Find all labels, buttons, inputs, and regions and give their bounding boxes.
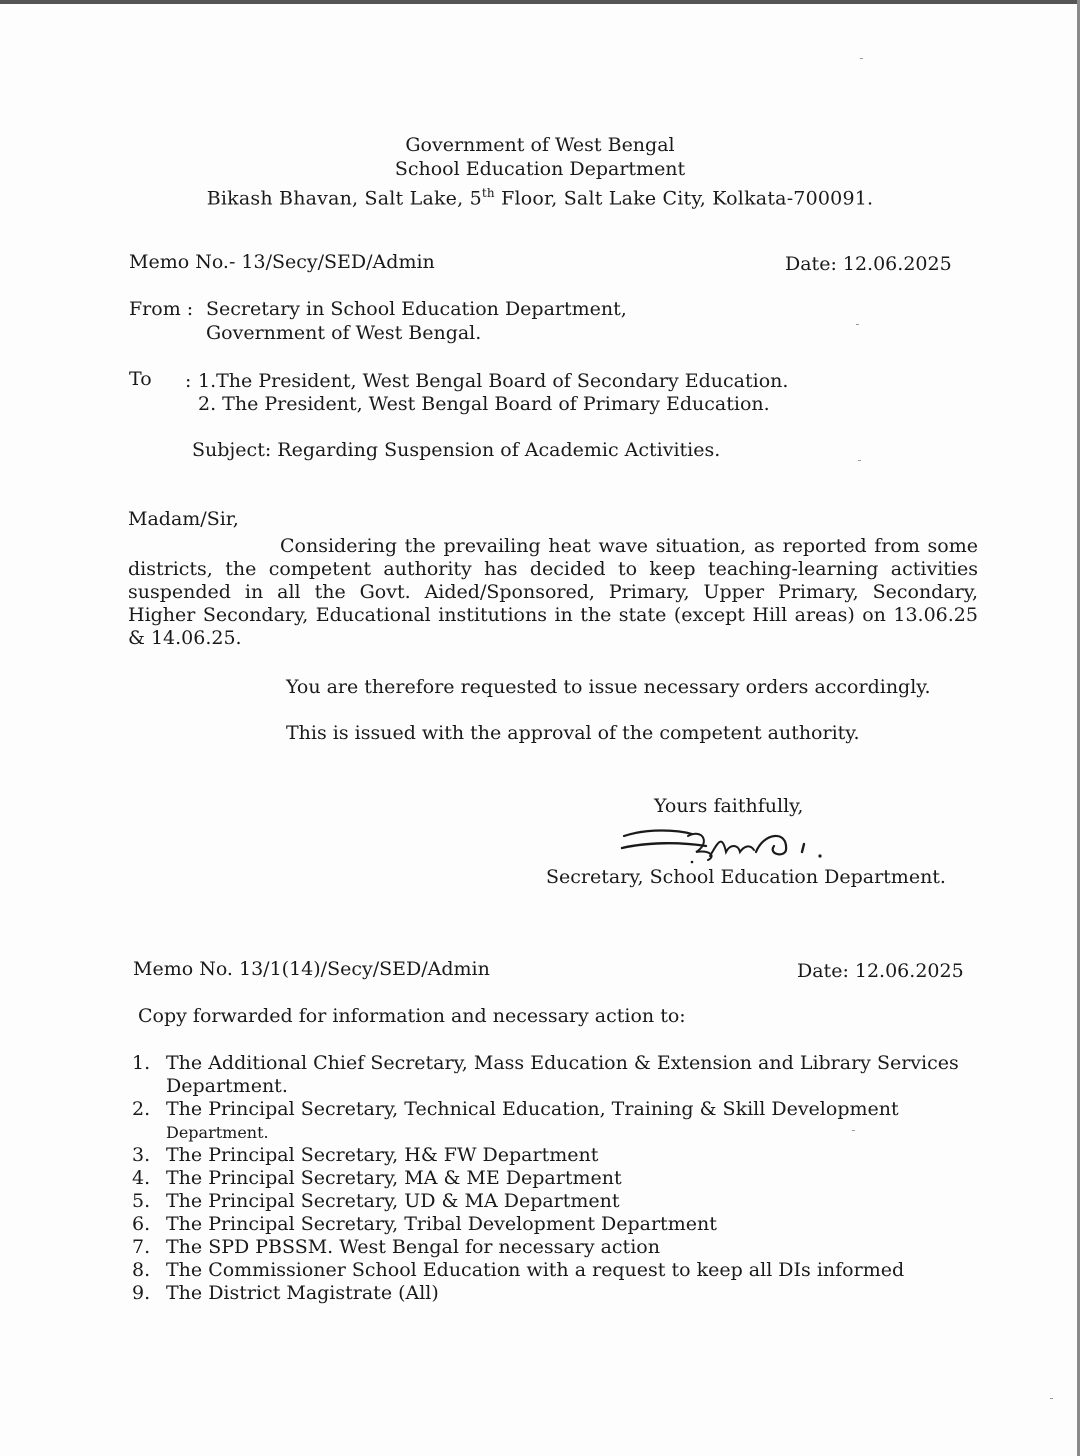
to-colon: : — [185, 370, 192, 392]
body-paragraph-1 — [128, 535, 978, 650]
to-label: To — [129, 368, 152, 390]
signature-stroke-3 — [688, 834, 712, 860]
list-item-number: 5. — [132, 1190, 151, 1212]
header-address-prefix: Bikash Bhavan, Salt Lake, 5 — [206, 187, 482, 210]
copy-forward-list — [132, 1052, 972, 1305]
list-item — [132, 1167, 972, 1190]
page-top-edge — [0, 0, 1080, 4]
list-item-number: 7. — [132, 1236, 151, 1258]
list-item-text: The Principal Secretary, H& FW Department — [166, 1144, 599, 1166]
scan-speck — [860, 58, 863, 59]
memo-number: Memo No.- 13/Secy/SED/Admin — [129, 251, 435, 273]
list-item-number: 1. — [132, 1052, 151, 1074]
list-item-continuation: Department. — [166, 1123, 269, 1142]
list-item-number: 4. — [132, 1167, 151, 1189]
list-item — [132, 1190, 972, 1213]
list-item-number: 9. — [132, 1282, 151, 1304]
list-item-text: The SPD PBSSM. West Bengal for necessary action — [166, 1236, 660, 1258]
from-line-2: Government of West Bengal. — [206, 322, 482, 344]
signature-stroke-5 — [756, 836, 786, 854]
list-item-text: The Principal Secretary, UD & MA Department — [166, 1190, 620, 1212]
header-department: School Education Department — [394, 158, 686, 180]
list-item-text: The District Magistrate (All) — [166, 1282, 439, 1304]
list-item-continuation: Department. — [166, 1075, 288, 1097]
list-item-text: The Principal Secretary, MA & ME Department — [166, 1167, 622, 1189]
from-line-1: Secretary in School Education Department, — [206, 298, 627, 320]
list-item-text: The Principal Secretary, Tribal Development Department — [166, 1213, 717, 1235]
to-recipient-2: 2. The President, West Bengal Board of Primary Education. — [198, 393, 770, 415]
handwritten-signature — [618, 822, 838, 868]
memo2-intro: Copy forwarded for information and necessary action to: — [138, 1005, 686, 1027]
signature-stroke-6 — [802, 844, 804, 852]
list-item — [132, 1144, 972, 1167]
memo2-date: Date: 12.06.2025 — [797, 960, 964, 982]
list-item — [132, 1213, 972, 1236]
signature-dot-2 — [691, 861, 694, 864]
list-item-text: The Commissioner School Education with a request to keep all DIs informed — [166, 1259, 905, 1281]
list-item — [132, 1282, 972, 1305]
closing-yours-faithfully: Yours faithfully, — [654, 795, 804, 817]
memo2-number: Memo No. 13/1(14)/Secy/SED/Admin — [133, 958, 490, 980]
signature-stroke-2 — [622, 843, 706, 848]
scan-speck — [1050, 1398, 1053, 1399]
salutation: Madam/Sir, — [128, 508, 239, 530]
header-address-suffix: Floor, Salt Lake City, Kolkata-700091. — [494, 187, 874, 210]
list-item-text: The Principal Secretary, Technical Education, Training & Skill Development — [166, 1098, 899, 1120]
from-label: From : — [129, 298, 194, 320]
signature-stroke-1 — [624, 831, 692, 837]
list-item — [132, 1259, 972, 1282]
to-recipient-1: 1.The President, West Bengal Board of Secondary Education. — [198, 370, 789, 392]
list-item-number: 2. — [132, 1098, 151, 1120]
scan-speck — [856, 324, 859, 325]
list-item — [132, 1236, 972, 1259]
header-government: Government of West Bengal — [405, 134, 675, 156]
memo-date: Date: 12.06.2025 — [785, 253, 952, 275]
list-item — [132, 1098, 972, 1144]
body-paragraph-3: This is issued with the approval of the competent authority. — [286, 722, 860, 744]
list-item-number: 6. — [132, 1213, 151, 1235]
closing-designation: Secretary, School Education Department. — [546, 866, 946, 888]
scan-speck — [852, 1130, 855, 1131]
list-item-number: 8. — [132, 1259, 151, 1281]
list-item-number: 3. — [132, 1144, 151, 1166]
list-item-text: The Additional Chief Secretary, Mass Education & Extension and Library Services — [166, 1052, 959, 1074]
header-address — [0, 182, 1080, 210]
scan-speck — [858, 460, 861, 461]
body-paragraph-2: You are therefore requested to issue necessary orders accordingly. — [286, 676, 931, 698]
list-item — [132, 1052, 972, 1098]
subject-line: Subject: Regarding Suspension of Academic Activities. — [192, 439, 721, 461]
signature-stroke-4 — [710, 842, 754, 856]
signature-dot-1 — [818, 854, 821, 857]
header-address-sup: th — [481, 186, 495, 200]
body-paragraph-1-text: Considering the prevailing heat wave situation, as reported from some districts, the competent authority has decided to keep teaching-learning activities suspended in all the Govt. Aided/Sponsored, Primary, Upper Primary, Secondary, Higher Secondary, Educational institutions in the state (except Hill areas) on 13.06.25 & 14.06.25. — [128, 535, 978, 649]
